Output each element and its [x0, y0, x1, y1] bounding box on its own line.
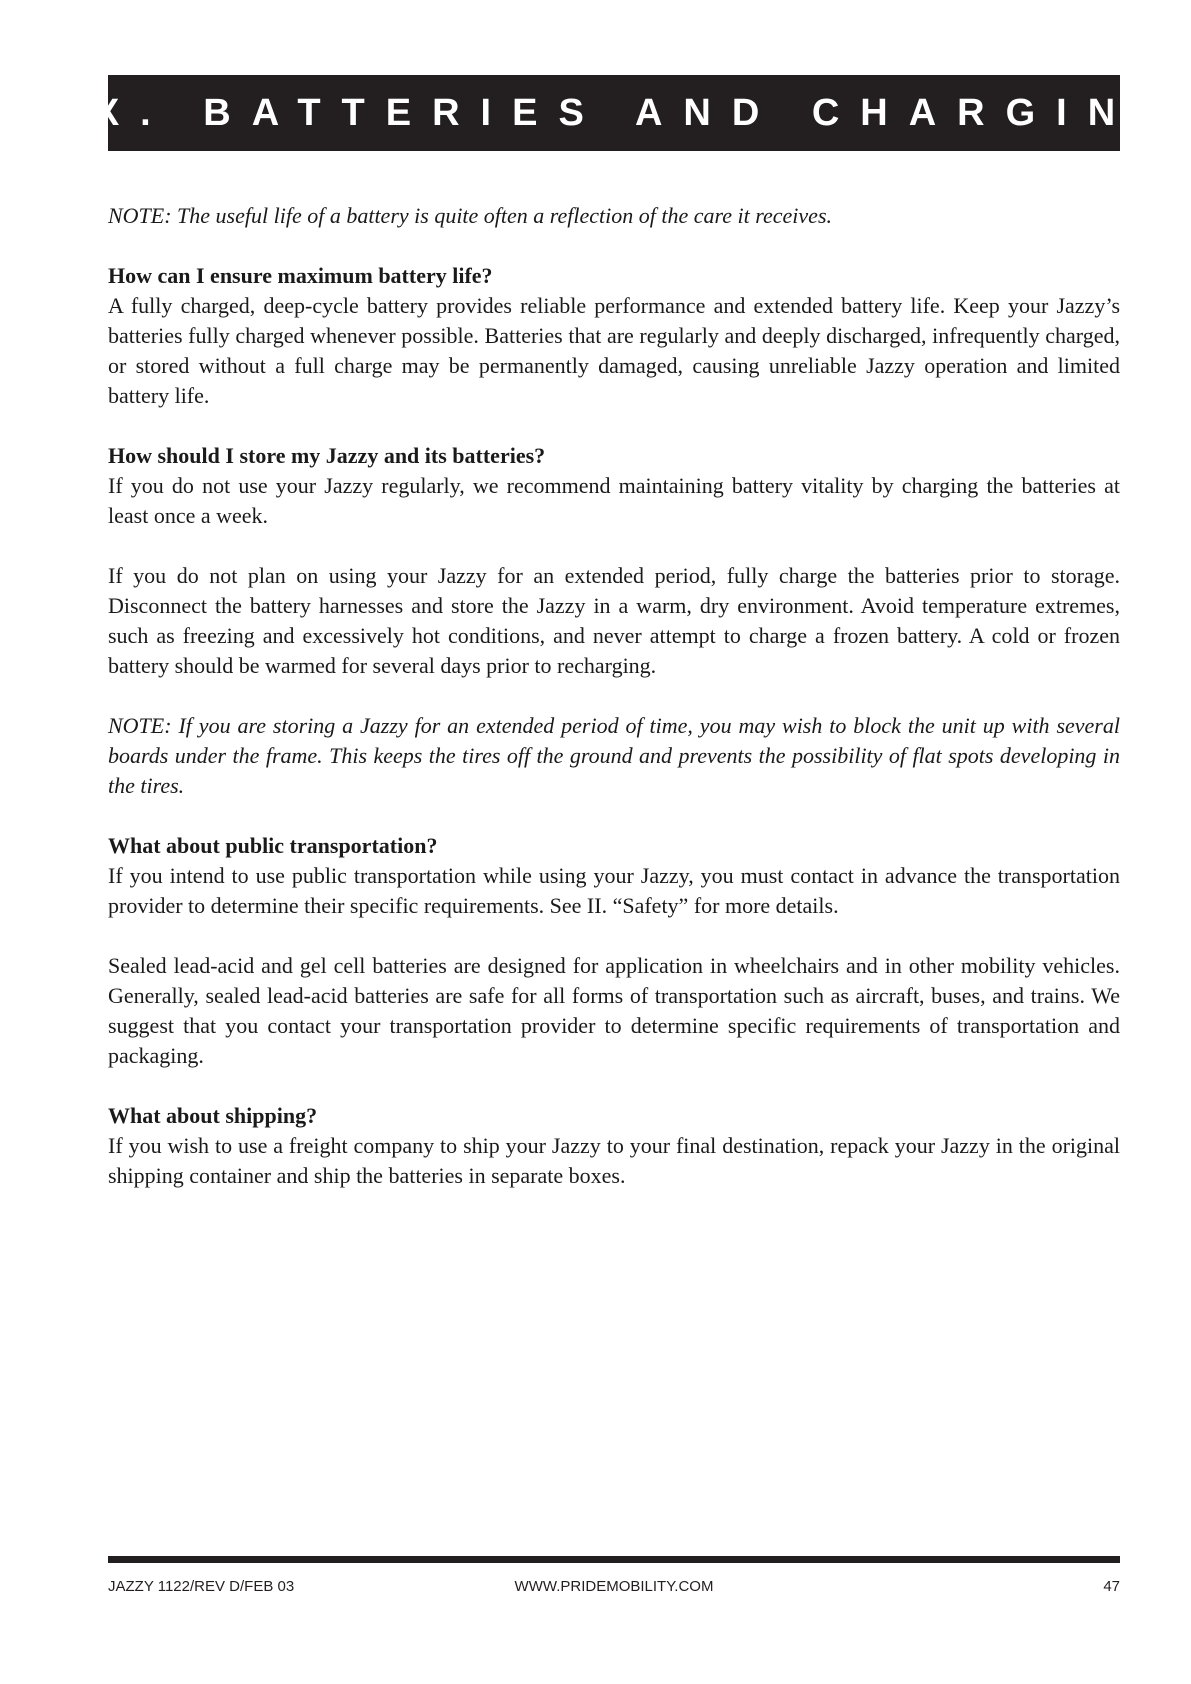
storage-paragraph-1: If you do not use your Jazzy regularly, we recommend maintaining battery vitality by charging the batteries at least once a week. [108, 473, 1120, 528]
battery-life-heading: How can I ensure maximum battery life? [108, 263, 493, 288]
public-transport-paragraph-2: Sealed lead-acid and gel cell batteries are designed for application in wheelchairs and in other mobility vehicles. Generally, sealed lead-acid batteries are safe for all forms of transportation such as aircraft, buses, and trains. We suggest that you contact your transportation provider to determine specific requirements of transportation and packaging. [108, 953, 1120, 1068]
shipping-paragraph: If you wish to use a freight company to ship your Jazzy to your final destination, repack your Jazzy in the original shipping container and ship the batteries in separate boxes. [108, 1133, 1120, 1188]
storage-heading: How should I store my Jazzy and its batteries? [108, 443, 546, 468]
footer-rule [108, 1556, 1120, 1563]
storage-paragraph-2: If you do not plan on using your Jazzy for an extended period, fully charge the batteries prior to storage. Disconnect the battery harnesses and store the Jazzy in a warm, dry environment. Avoid temperature extremes, such as freezing and excessively hot conditions, and never attempt to charge a frozen battery. A cold or frozen battery should be warmed for several days prior to recharging. [108, 563, 1120, 678]
section-header-bar [62, 75, 1187, 151]
public-transport-paragraph-1: If you intend to use public transportation while using your Jazzy, you must contact in advance the transportation provider to determine their specific requirements. See II. “Safety” for more details. [108, 863, 1120, 918]
footer-website: WWW.PRIDEMOBILITY.COM [514, 1578, 714, 1595]
shipping-heading: What about shipping? [108, 1103, 318, 1128]
storage-note: NOTE: If you are storing a Jazzy for an extended period of time, you may wish to block the unit up with several boards under the frame. This keeps the tires off the ground and prevents the possibility of flat spots developing in the tires. [108, 713, 1120, 798]
section-title: IX. BATTERIES AND CHARGING [62, 91, 1187, 134]
page-footer [108, 1578, 1120, 1602]
public-transport-heading: What about public transportation? [108, 833, 438, 858]
intro-note: NOTE: The useful life of a battery is quite often a reflection of the care it receives. [108, 203, 833, 228]
footer-document-id: JAZZY 1122/REV D/FEB 03 [108, 1578, 295, 1595]
page-content [108, 201, 1120, 1221]
battery-life-paragraph: A fully charged, deep-cycle battery provides reliable performance and extended battery life. Keep your Jazzy’s batteries fully charged whenever possible. Batteries that are regularly and deeply discharged, infrequently charged, or stored without a full charge may be permanently damaged, causing unreliable Jazzy operation and limited battery life. [108, 293, 1120, 408]
page-number: 47 [1103, 1578, 1120, 1595]
